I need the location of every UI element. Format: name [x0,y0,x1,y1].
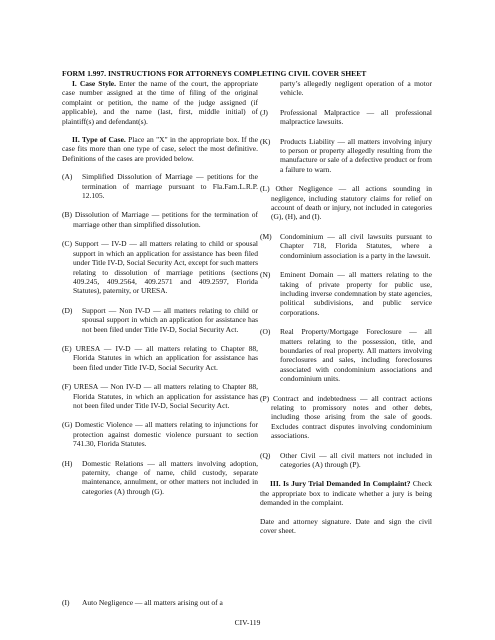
item-text: Eminent Domain — all matters relating to the taking of private property for public use, including inverse condemnation by state agencies, political subdivisions, and public service corporations. [280,270,432,317]
item-key: (N) [260,270,271,280]
section-case-style [62,79,258,126]
item-key: (I) [62,598,70,607]
left-column [62,79,258,506]
item-i-continued: party’s allegedly negligent operation of a motor vehicle. [280,79,432,98]
section-text: Place an "X" in the appropriate box. If the case fits more than one type of case, select the most definitive. Definitions of the cases are provided below. [62,135,259,163]
item-q [260,451,432,470]
item-a [62,172,258,200]
item-f: (F) URESA — Non IV-D — all matters relating to Chapter 88, Florida Statutes, in which an application for assistance has not been filed under Title IV-D, Social Security Act. [62,382,258,410]
item-key: (Q) [260,450,271,460]
section-heading: I. Case Style. [72,79,116,88]
item-key: (J) [260,107,268,117]
item-j [260,108,432,127]
item-c: (C) Support — IV-D — all matters relating to child or spousal support in which an application for assistance has been filed under Title IV-D, Social Security Act, except for such matters relating to dissolution of marriage petitions (sections 409.245, 409.2564, 409.2571 and 409.2597, Florida Statutes), paternity, or URESA. [62,239,258,296]
section-heading: II. Type of Case. [72,135,126,145]
closing-instruction: Date and attorney signature. Date and sign the civil cover sheet. [260,516,432,536]
item-key: (D) [62,305,73,315]
item-g: (G) Domestic Violence — all matters relating to injunctions for protection against domestic violence pursuant to section 741.30, Florida Statutes. [62,420,258,449]
item-key: (K) [260,136,271,146]
item-m [260,232,432,260]
page-number: CIV-119 [234,618,261,627]
item-key: (O) [260,327,271,337]
item-text: Professional Malpractice — all professional malpractice lawsuits. [280,107,432,127]
form-title: FORM 1.997. INSTRUCTIONS FOR ATTORNEYS COMPLETING CIVIL COVER SHEET [62,69,367,78]
item-text: Products Liability — all matters involving injury to person or property allegedly resulting from the manufacture or sale of a defective product or from a failure to warn. [280,136,432,174]
item-h [62,459,258,497]
item-o [260,327,432,383]
item-i [62,598,258,607]
section-heading: III. Is Jury Trial Demanded In Complaint? [270,479,411,489]
item-b: (B) Dissolution of Marriage — petitions for the termination of marriage other than simplified dissolution. [62,210,258,229]
item-k [260,137,432,175]
item-key: (H) [62,458,73,468]
item-d [62,306,258,334]
section-text: Enter the name of the court, the appropriate case number assigned at the time of filing of the original complaint or petition, the name of the judge assigned (if applicable), and the name (last, first, middle initial) of plaintiff(s) and defendant(s). [62,79,258,126]
item-key: (M) [260,231,272,241]
item-n [260,270,432,317]
item-text: Other Civil — all civil matters not included in categories (A) through (P). [280,450,432,469]
item-e: (E) URESA — IV-D — all matters relating to Chapter 88, Florida Statutes in which an application for assistance has been filed under Title IV-D, Social Security Act. [62,343,258,372]
item-p: (P) Contract and indebtedness — all contract actions relating to promissory notes and other debts, including those arising from the sale of goods. Excludes contract disputes involving condominium associations. [260,393,432,441]
item-text: Simplified Dissolution of Marriage — petitions for the termination of marriage pursuant to Fla.Fam.L.R.P. 12.105. [82,172,258,201]
item-text: Real Property/Mortgage Foreclosure — all matters relating to the possession, title, and boundaries of real property. All matters involving foreclosures and sales, including foreclosures associated with condominium associations and condominium units. [280,327,432,384]
item-text: Auto Negligence — all matters arising out of a [82,598,223,607]
item-key: (A) [62,172,73,182]
right-column [260,79,432,544]
item-text: Condominium — all civil lawsuits pursuant to Chapter 718, Florida Statutes, where a condominium association is a party in the lawsuit. [280,231,432,260]
item-l: (L) Other Negligence — all actions sounding in negligence, including statutory claims for relief on account of death or injury, not included in categories (G), (H), and (I). [260,184,432,222]
section-type-of-case [62,135,258,163]
item-text: Domestic Relations — all matters involving adoption, paternity, change of name, child custody, separate maintenance, annulment, or other matters not included in categories (A) through (G). [82,458,258,496]
section-jury-trial [260,479,432,507]
section-text: Check the appropriate box to indicate whether a jury is being demanded in the complaint. [260,479,432,508]
item-text: Support — Non IV-D — all matters relating to child or spousal support in which an application for assistance has not been filed under Title IV-D, Social Security Act. [82,305,258,334]
